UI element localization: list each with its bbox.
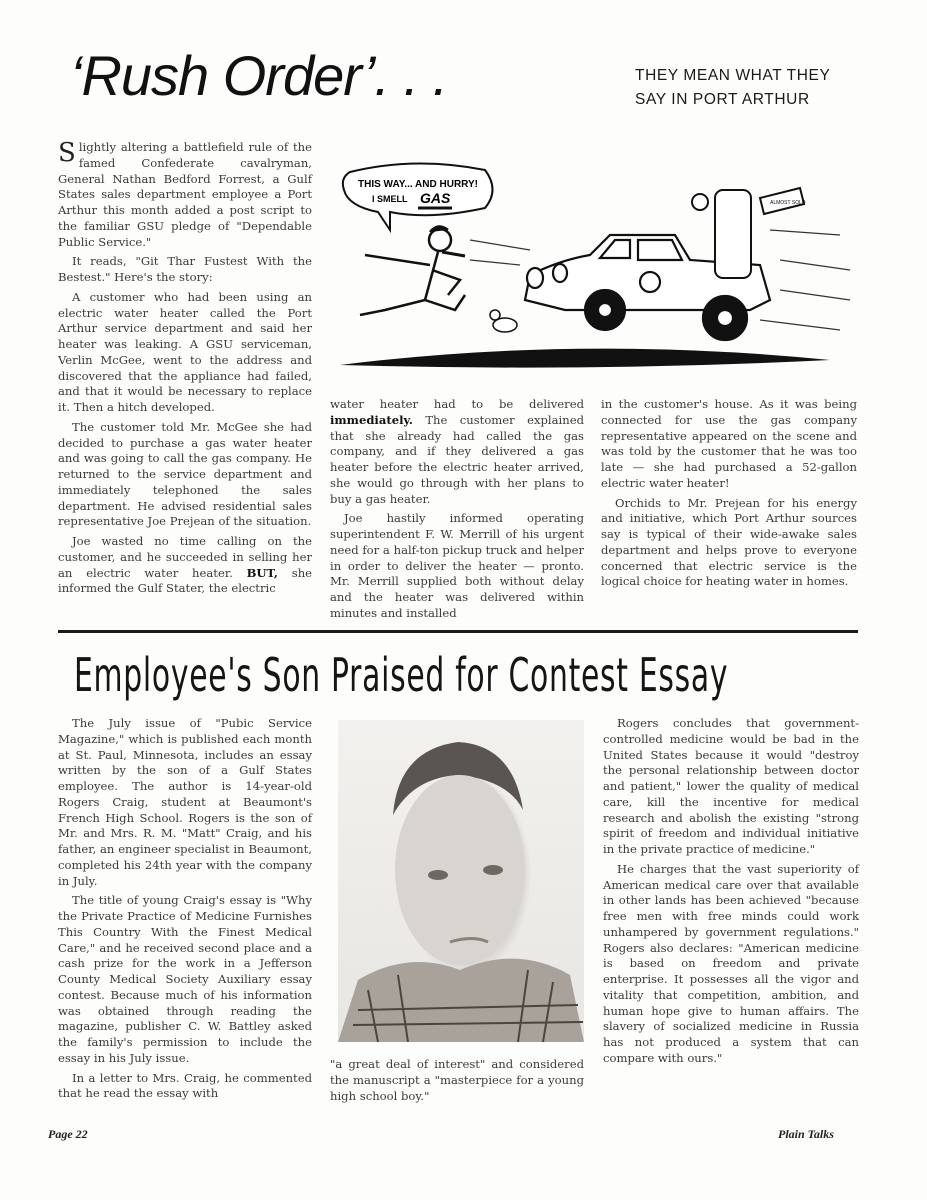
ground-shadow: [340, 349, 830, 368]
article2-col3-p1: Rogers concludes that government-controlled medicine would be bad in the United States because it would "destroy the personal relationship between doctor and patient," lower the quality of medical care, kill the incentive for medical research and abolish the existing "strong spirit of freedom and individual initiative in the private practice of medicine.": [603, 716, 859, 856]
article1-col2-p2: Joe hastily informed operating superintendent F. W. Merrill of his urgent need for a half-ton pickup truck and helper in order to deliver the heater — pronto. Mr. Merrill supplied both without delay and the heater was delivered within minutes and installed: [330, 511, 584, 620]
running-man-icon: [360, 226, 465, 315]
section-divider: [58, 630, 858, 633]
col2-p1-post: The customer explained that she already had called the gas company, and if they delivered a gas heater before the electric heater arrived, she would go through with her plans to buy a gas heater.: [330, 412, 584, 506]
publication-name: Plain Talks: [778, 1127, 834, 1141]
p5-post: she informed the Gulf Stater, the electric: [58, 565, 313, 596]
kicker-line1: THEY MEAN WHAT THEY: [635, 67, 831, 84]
article1-title: ‘Rush Order’. . .: [70, 44, 448, 107]
portrait-photo: [338, 720, 584, 1042]
article2-column-3: [603, 716, 859, 1071]
article1-column-2: [330, 397, 584, 626]
kicker-line2: SAY IN PORT ARTHUR: [635, 91, 810, 108]
cartoon-illustration: [330, 160, 860, 380]
article1-col3-p2: Orchids to Mr. Prejean for his energy and initiative, which Port Arthur sources say is typical of their wide-awake sales department and helps prove to everyone concerned that electric service is the logical choice for heating water in homes.: [601, 495, 857, 589]
col2-p1-bold: immediately.: [330, 412, 413, 427]
article2-p2: The title of young Craig's essay is "Why the Private Practice of Medicine Furnishes This Country With the Finest Medical Care," and he received second place and a cash prize for the work in a Jefferson County Medical Society Auxiliary essay contest. Because much of his information was obtained through reading the magazine, publisher C. W. Battley asked the family's permission to include the essay in his July issue.: [58, 893, 312, 1065]
dog-icon: [490, 310, 517, 332]
article2-title: Employee's Son Praised for Contest Essay: [74, 648, 729, 702]
p5-bold: BUT,: [246, 565, 278, 580]
article1-col3-p1: in the customer's house. As it was being connected for use the gas company representative appeared on the scene and was told by the customer that he was too late — she had purchased a 52-gallon electric water heater!: [601, 397, 857, 490]
article1-col2-p1: [330, 397, 584, 507]
article1-p4: The customer told Mr. McGee she had decided to purchase a gas water heater and was going to call the gas company. He returned to the service department and immediately telephoned the sales department. He advised residential sales representative Joe Prejean of the situation.: [58, 419, 312, 529]
article2-column-1: [58, 716, 312, 1106]
article1-column-3: [601, 397, 857, 594]
article1-p1-text: lightly altering a battlefield rule of the famed Confederate cavalryman, General Nathan Bedford Forrest, a Gulf States sales department employee a Port Arthur this month added a post script to the familiar GSU pledge of "Dependable Public Service.": [58, 140, 312, 249]
article2-column-2: [330, 1057, 584, 1108]
portrait-icon: [338, 720, 584, 1042]
speech-line1: THIS WAY... AND HURRY!: [358, 179, 479, 190]
drop-cap: S: [58, 138, 76, 168]
col2-p1-pre: water heater had to be delivered: [330, 397, 584, 411]
article2-p1: The July issue of "Pubic Service Magazine," which is published each month at St. Paul, Minnesota, includes an essay written by the son of a Gulf States employee. The author is 14-year-old Rogers Craig, student at Beaumont's French High School. Rogers is the son of Mr. and Mrs. R. M. "Matt" Craig, and his father, an engineer specialist in Beaumont, completed his 24th year with the company in July.: [58, 716, 312, 888]
article2-col3-p2: He charges that the vast superiority of American medical care over that available in other lands has been achieved "because free men with free minds could work unhampered by government regulations." Rogers also declares: "American medicine is based on freedom and private enterprise. It possesses all the vigor and vitality that competition, ambition, and human hope give to human affairs. The slavery of socialized medicine in Russia has not produced a system that can compare with ours.": [603, 861, 859, 1065]
article1-p3: A customer who had been using an electric water heater called the Port Arthur service department and said her heater was leaking. A GSU serviceman, Verlin McGee, went to the address and discovered that the appliance had failed, and that it would be necessary to replace it. Then a hitch developed.: [58, 289, 312, 414]
article1-column-1: [58, 140, 312, 601]
p5-pre: Joe wasted no time calling on the customer, and he succeeded in selling her an electric water heater.: [58, 534, 312, 580]
article1-p1: [58, 140, 312, 250]
article2-p3: In a letter to Mrs. Craig, he commented that he read the essay with: [58, 1070, 312, 1101]
page-number: Page 22: [48, 1127, 88, 1141]
article1-p2: It reads, "Git Thar Fustest With the Bestest." Here's the story:: [58, 254, 312, 284]
article1-p5: [58, 534, 312, 597]
article1-kicker: [635, 64, 830, 112]
speech-gas: GAS: [420, 190, 451, 206]
speech-bubble: [343, 163, 493, 230]
heater-tag: ALMOST SOLD: [770, 200, 806, 206]
article2-col2-p1: "a great deal of interest" and considered the manuscript a "masterpiece for a young high school boy.": [330, 1057, 584, 1103]
speech-line2: I SMELL: [372, 194, 408, 204]
